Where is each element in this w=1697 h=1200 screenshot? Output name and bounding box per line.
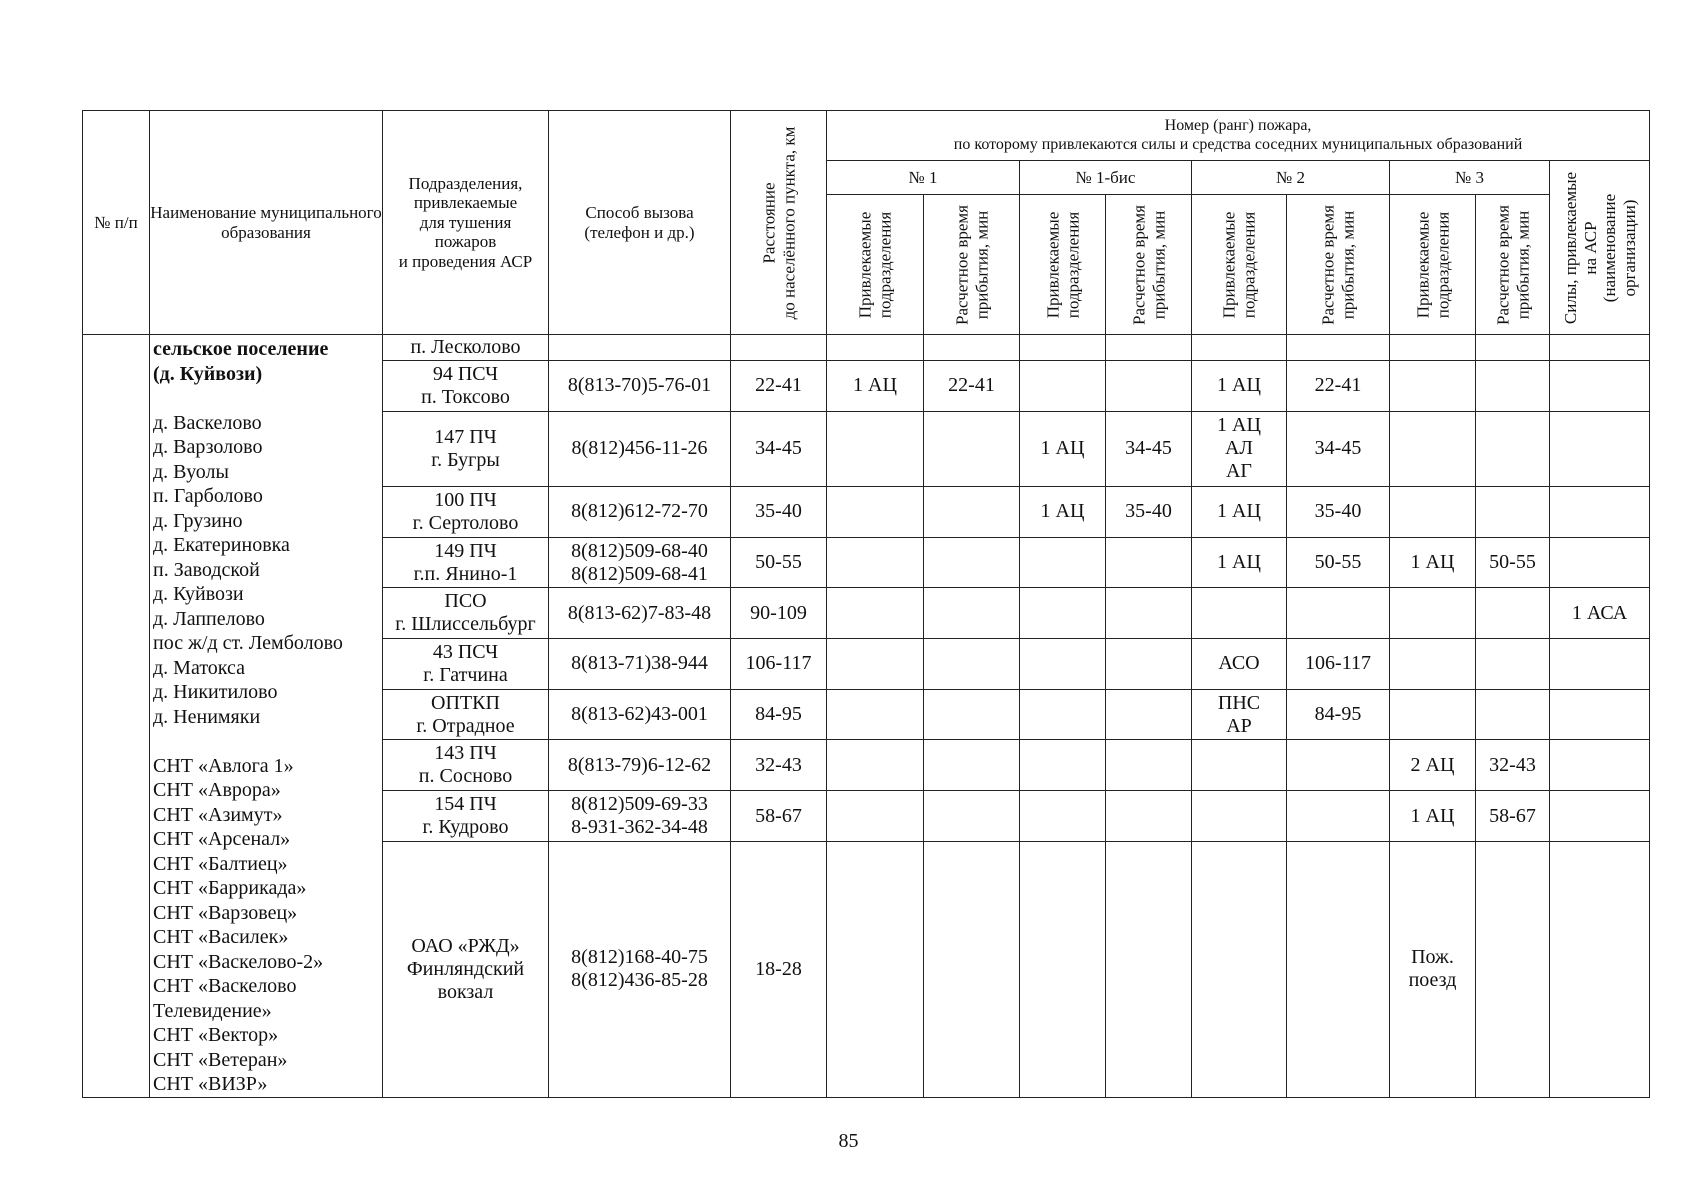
rank2-units-cell: АСО bbox=[1192, 639, 1287, 690]
rank1-units-cell bbox=[827, 639, 924, 690]
distance-cell: 90-109 bbox=[731, 588, 827, 639]
distance-cell: 106-117 bbox=[731, 639, 827, 690]
rank1-time-cell bbox=[924, 411, 1020, 486]
settlement-item: д. Екатериновка bbox=[153, 534, 290, 556]
rank1-units-cell bbox=[827, 537, 924, 588]
settlement-item: д. Никитилово bbox=[153, 681, 278, 703]
header-rank-1: № 1 bbox=[827, 161, 1020, 195]
asr-forces-cell bbox=[1550, 841, 1650, 1097]
rank2-time-cell: 34-45 bbox=[1287, 411, 1390, 486]
rank1-time-cell bbox=[924, 487, 1020, 538]
unit-cell: п. Лесколово bbox=[383, 335, 549, 361]
phone-cell: 8(813-70)5-76-01 bbox=[549, 360, 731, 411]
rank1bis-units-cell bbox=[1020, 639, 1106, 690]
unit-cell: ОАО «РЖД» Финляндский вокзал bbox=[383, 841, 549, 1097]
rank2-units-cell: 1 АЦ bbox=[1192, 360, 1287, 411]
asr-forces-cell bbox=[1550, 537, 1650, 588]
header-rank-3: № 3 bbox=[1390, 161, 1550, 195]
rank2-units-cell bbox=[1192, 791, 1287, 842]
distance-cell: 35-40 bbox=[731, 487, 827, 538]
settlement-item: СНТ «ВИЗР» bbox=[153, 1073, 268, 1095]
settlement-item: п. Заводской bbox=[153, 558, 260, 581]
header-rank-1-bis: № 1-бис bbox=[1020, 161, 1192, 195]
fire-forces-table bbox=[82, 110, 1650, 1098]
distance-cell: 32-43 bbox=[731, 740, 827, 791]
rank3-time-cell bbox=[1476, 639, 1550, 690]
unit-cell: ОПТКП г. Отрадное bbox=[383, 689, 549, 740]
rank1-time-cell bbox=[924, 537, 1020, 588]
rank3-units-cell: 2 АЦ bbox=[1390, 740, 1476, 791]
rank1-units-cell bbox=[827, 335, 924, 361]
unit-cell: 147 ПЧ г. Бугры bbox=[383, 411, 549, 486]
rank1-time-cell bbox=[924, 791, 1020, 842]
settlement-item: СНТ «Василек» bbox=[153, 926, 289, 948]
rank3-time-cell bbox=[1476, 689, 1550, 740]
rank2-time-cell: 84-95 bbox=[1287, 689, 1390, 740]
phone-cell: 8(812)509-69-33 8-931-362-34-48 bbox=[549, 791, 731, 842]
rank1bis-units-cell bbox=[1020, 791, 1106, 842]
rank1bis-time-cell bbox=[1106, 639, 1192, 690]
rank1-time-cell bbox=[924, 740, 1020, 791]
rank2-units-cell bbox=[1192, 335, 1287, 361]
phone-cell: 8(813-62)43-001 bbox=[549, 689, 731, 740]
rank2-time-cell bbox=[1287, 588, 1390, 639]
rank3-units-cell bbox=[1390, 487, 1476, 538]
settlement-item: СНТ «Авлога 1» bbox=[153, 754, 294, 777]
header-arrival-time: Расчетное время прибытия, мин bbox=[924, 195, 1020, 335]
settlement-item: д. Ненимяки bbox=[153, 705, 261, 728]
rank3-units-cell bbox=[1390, 335, 1476, 361]
settlement-item: д. Васкелово bbox=[153, 411, 262, 434]
asr-forces-cell bbox=[1550, 740, 1650, 791]
distance-cell: 84-95 bbox=[731, 689, 827, 740]
rank2-time-cell bbox=[1287, 335, 1390, 361]
rank3-time-cell bbox=[1476, 360, 1550, 411]
rank3-units-cell: 1 АЦ bbox=[1390, 537, 1476, 588]
rank3-units-cell bbox=[1390, 639, 1476, 690]
rank1-time-cell bbox=[924, 841, 1020, 1097]
rank3-time-cell bbox=[1476, 487, 1550, 538]
rank3-time-cell bbox=[1476, 335, 1550, 361]
rank1bis-time-cell bbox=[1106, 791, 1192, 842]
rank1-time-cell bbox=[924, 335, 1020, 361]
settlement-item: д. Куйвози bbox=[153, 583, 244, 605]
rank3-time-cell bbox=[1476, 411, 1550, 486]
settlement-item: СНТ «Варзовец» bbox=[153, 901, 298, 924]
header-distance: Расстояние до населённого пункта, км bbox=[731, 111, 827, 335]
unit-cell: 100 ПЧ г. Сертолово bbox=[383, 487, 549, 538]
row-number-cell bbox=[83, 335, 150, 1098]
rank3-time-cell: 50-55 bbox=[1476, 537, 1550, 588]
rank1-units-cell bbox=[827, 689, 924, 740]
distance-cell: 22-41 bbox=[731, 360, 827, 411]
rank1bis-units-cell bbox=[1020, 360, 1106, 411]
table-row bbox=[83, 335, 1650, 361]
settlement-item: д. Грузино bbox=[153, 509, 243, 532]
asr-forces-cell bbox=[1550, 689, 1650, 740]
rank2-units-cell bbox=[1192, 841, 1287, 1097]
unit-cell: 149 ПЧ г.п. Янино-1 bbox=[383, 537, 549, 588]
asr-forces-cell: 1 АСА bbox=[1550, 588, 1650, 639]
rank3-time-cell: 32-43 bbox=[1476, 740, 1550, 791]
page-number: 85 bbox=[838, 1130, 859, 1152]
rank3-units-cell: Пож. поезд bbox=[1390, 841, 1476, 1097]
rank3-units-cell bbox=[1390, 689, 1476, 740]
header-fire-rank: Номер (ранг) пожара, по которому привлекаются силы и средства соседних муниципальных образований bbox=[827, 111, 1650, 161]
rank1-units-cell bbox=[827, 740, 924, 791]
rank1-time-cell bbox=[924, 588, 1020, 639]
rank1bis-time-cell bbox=[1106, 740, 1192, 791]
unit-cell: 94 ПСЧ п. Токсово bbox=[383, 360, 549, 411]
rank1bis-units-cell bbox=[1020, 740, 1106, 791]
settlement-item: СНТ «Васкелово bbox=[153, 975, 297, 997]
table-body bbox=[83, 335, 1650, 1098]
unit-cell: 143 ПЧ п. Сосново bbox=[383, 740, 549, 791]
rank2-units-cell bbox=[1192, 588, 1287, 639]
rank1-time-cell bbox=[924, 639, 1020, 690]
phone-cell: 8(812)456-11-26 bbox=[549, 411, 731, 486]
rank2-units-cell: 1 АЦ bbox=[1192, 537, 1287, 588]
rank1-time-cell: 22-41 bbox=[924, 360, 1020, 411]
rank2-units-cell: ПНС АР bbox=[1192, 689, 1287, 740]
settlement-item: СНТ «Балтиец» bbox=[153, 852, 288, 875]
rank1-units-cell bbox=[827, 841, 924, 1097]
rank3-units-cell bbox=[1390, 588, 1476, 639]
header-attracted-units: Привлекаемые подразделения bbox=[1390, 195, 1476, 335]
asr-forces-cell bbox=[1550, 639, 1650, 690]
rank2-time-cell bbox=[1287, 841, 1390, 1097]
rank3-units-cell bbox=[1390, 360, 1476, 411]
rank3-time-cell: 58-67 bbox=[1476, 791, 1550, 842]
unit-cell: ПСО г. Шлиссельбург bbox=[383, 588, 549, 639]
rank3-time-cell bbox=[1476, 588, 1550, 639]
settlement-item: СНТ «Арсенал» bbox=[153, 828, 291, 850]
phone-cell: 8(813-71)38-944 bbox=[549, 639, 731, 690]
phone-cell: 8(812)612-72-70 bbox=[549, 487, 731, 538]
header-attracted-units: Привлекаемые подразделения bbox=[827, 195, 924, 335]
rank2-units-cell: 1 АЦ bbox=[1192, 487, 1287, 538]
rank1-units-cell bbox=[827, 487, 924, 538]
rank1-units-cell bbox=[827, 411, 924, 486]
distance-cell: 50-55 bbox=[731, 537, 827, 588]
settlement-item: СНТ «Аврора» bbox=[153, 779, 281, 801]
rank1bis-time-cell bbox=[1106, 537, 1192, 588]
settlement-item: д. Варзолово bbox=[153, 436, 263, 458]
rank3-time-cell bbox=[1476, 841, 1550, 1097]
settlement-item: СНТ «Азимут» bbox=[153, 803, 283, 826]
settlement-item: СНТ «Ветеран» bbox=[153, 1048, 288, 1071]
phone-cell bbox=[549, 335, 731, 361]
rank1bis-time-cell: 34-45 bbox=[1106, 411, 1192, 486]
header-call-method: Способ вызова (телефон и др.) bbox=[549, 111, 731, 335]
rank2-time-cell: 35-40 bbox=[1287, 487, 1390, 538]
header-attracted-units: Привлекаемые подразделения bbox=[1020, 195, 1106, 335]
header-mo-name: Наименование муниципального образования bbox=[150, 111, 383, 335]
rank1bis-time-cell bbox=[1106, 588, 1192, 639]
rank2-time-cell: 106-117 bbox=[1287, 639, 1390, 690]
header-num: № п/п bbox=[83, 111, 150, 335]
rank3-units-cell bbox=[1390, 411, 1476, 486]
header-units: Подразделения, привлекаемые для тушения пожаров и проведения АСР bbox=[383, 111, 549, 335]
asr-forces-cell bbox=[1550, 487, 1650, 538]
settlement-item: СНТ «Баррикада» bbox=[153, 877, 307, 899]
rank3-units-cell: 1 АЦ bbox=[1390, 791, 1476, 842]
asr-forces-cell bbox=[1550, 791, 1650, 842]
rank1bis-units-cell bbox=[1020, 335, 1106, 361]
phone-cell: 8(813-79)6-12-62 bbox=[549, 740, 731, 791]
header-asr-forces: Силы, привлекаемые на АСР (наименование организации) bbox=[1550, 161, 1650, 335]
rank1-units-cell bbox=[827, 791, 924, 842]
rank1bis-units-cell: 1 АЦ bbox=[1020, 487, 1106, 538]
distance-cell: 58-67 bbox=[731, 791, 827, 842]
rank1-time-cell bbox=[924, 689, 1020, 740]
rank2-units-cell bbox=[1192, 740, 1287, 791]
rank2-time-cell: 50-55 bbox=[1287, 537, 1390, 588]
settlement-item: д. Матокса bbox=[153, 656, 246, 679]
rank2-time-cell bbox=[1287, 740, 1390, 791]
header-arrival-time: Расчетное время прибытия, мин bbox=[1106, 195, 1192, 335]
municipality-title: сельское поселение bbox=[153, 338, 329, 360]
settlement-item: Телевидение» bbox=[153, 999, 272, 1022]
asr-forces-cell bbox=[1550, 360, 1650, 411]
rank1bis-units-cell bbox=[1020, 588, 1106, 639]
settlement-item: д. Лаппелово bbox=[153, 607, 265, 630]
rank1bis-time-cell bbox=[1106, 335, 1192, 361]
rank1bis-units-cell: 1 АЦ bbox=[1020, 411, 1106, 486]
header-attracted-units: Привлекаемые подразделения bbox=[1192, 195, 1287, 335]
phone-cell: 8(813-62)7-83-48 bbox=[549, 588, 731, 639]
distance-cell bbox=[731, 335, 827, 361]
rank2-time-cell bbox=[1287, 791, 1390, 842]
rank1bis-time-cell bbox=[1106, 841, 1192, 1097]
rank1bis-time-cell bbox=[1106, 689, 1192, 740]
rank1bis-units-cell bbox=[1020, 689, 1106, 740]
phone-cell: 8(812)509-68-40 8(812)509-68-41 bbox=[549, 537, 731, 588]
unit-cell: 43 ПСЧ г. Гатчина bbox=[383, 639, 549, 690]
header-arrival-time: Расчетное время прибытия, мин bbox=[1476, 195, 1550, 335]
header-rank-2: № 2 bbox=[1192, 161, 1390, 195]
asr-forces-cell bbox=[1550, 335, 1650, 361]
settlement-item: пос ж/д ст. Лемболово bbox=[153, 632, 343, 654]
municipality-cell bbox=[150, 335, 383, 1098]
distance-cell: 34-45 bbox=[731, 411, 827, 486]
rank1-units-cell bbox=[827, 588, 924, 639]
rank2-units-cell: 1 АЦ АЛ АГ bbox=[1192, 411, 1287, 486]
settlement-item: д. Вуолы bbox=[153, 460, 229, 483]
distance-cell: 18-28 bbox=[731, 841, 827, 1097]
document-sheet bbox=[82, 110, 1649, 1107]
header-arrival-time: Расчетное время прибытия, мин bbox=[1287, 195, 1390, 335]
settlement-item: СНТ «Вектор» bbox=[153, 1024, 279, 1046]
rank2-time-cell: 22-41 bbox=[1287, 360, 1390, 411]
rank1bis-time-cell bbox=[1106, 360, 1192, 411]
rank1bis-units-cell bbox=[1020, 537, 1106, 588]
rank1bis-time-cell: 35-40 bbox=[1106, 487, 1192, 538]
rank1bis-units-cell bbox=[1020, 841, 1106, 1097]
rank1-units-cell: 1 АЦ bbox=[827, 360, 924, 411]
phone-cell: 8(812)168-40-75 8(812)436-85-28 bbox=[549, 841, 731, 1097]
unit-cell: 154 ПЧ г. Кудрово bbox=[383, 791, 549, 842]
municipality-title: (д. Куйвози) bbox=[153, 362, 263, 385]
settlement-item: СНТ «Васкелово-2» bbox=[153, 950, 324, 973]
asr-forces-cell bbox=[1550, 411, 1650, 486]
settlement-item: п. Гарболово bbox=[153, 485, 263, 507]
